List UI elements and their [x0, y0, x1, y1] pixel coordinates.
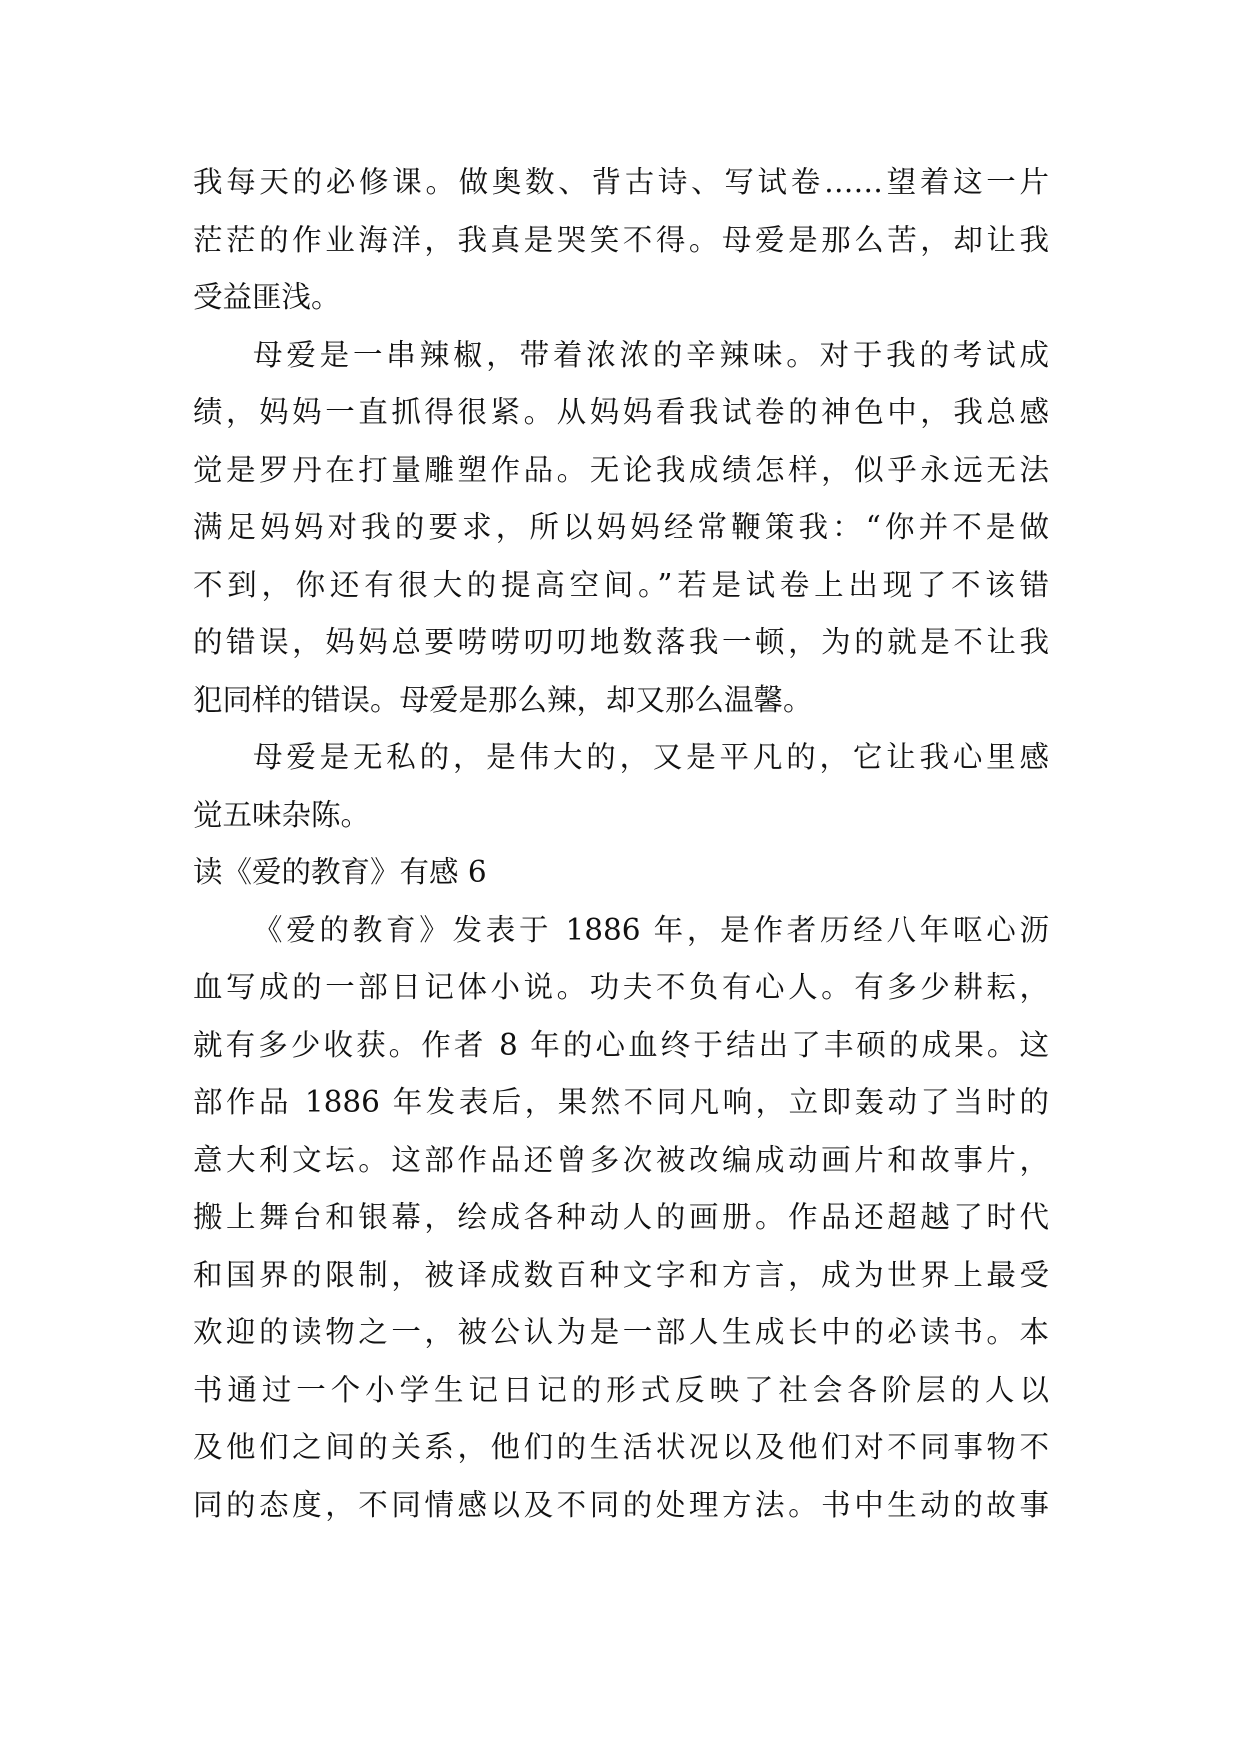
text-line: 的错误，妈妈总要唠唠叨叨地数落我一顿，为的就是不让我 [193, 625, 1049, 659]
text-line: 受益匪浅。 [193, 280, 341, 314]
section-heading: 读《爱的教育》有感 6 [193, 855, 487, 889]
text-line: 及他们之间的关系，他们的生活状况以及他们对不同事物不 [193, 1430, 1049, 1464]
text-line: 搬上舞台和银幕，绘成各种动人的画册。作品还超越了时代 [193, 1200, 1049, 1234]
paragraph-first-line: 《爱的教育》发表于 1886 年，是作者历经八年呕心沥 [253, 912, 1049, 947]
paragraph-first-line: 母爱是一串辣椒，带着浓浓的辛辣味。对于我的考试成 [253, 337, 1049, 372]
text-line: 就有多少收获。作者 8 年的心血终于结出了丰硕的成果。这 [193, 1027, 1049, 1062]
text-line: 犯同样的错误。母爱是那么辣，却又那么温馨。 [193, 682, 813, 717]
text-line: 血写成的一部日记体小说。功夫不负有心人。有多少耕耘， [193, 970, 1049, 1004]
text-line: 觉五味杂陈。 [193, 797, 371, 832]
paragraph-first-line: 母爱是无私的，是伟大的，又是平凡的，它让我心里感 [253, 740, 1049, 774]
text-line: 同的态度，不同情感以及不同的处理方法。书中生动的故事 [193, 1487, 1049, 1522]
text-line: 茫茫的作业海洋，我真是哭笑不得。母爱是那么苦，却让我 [193, 222, 1049, 257]
document-body [193, 154, 1049, 1534]
text-line: 和国界的限制，被译成数百种文字和方言，成为世界上最受 [193, 1257, 1049, 1292]
text-line: 不到，你还有很大的提高空间。”若是试卷上出现了不该错 [193, 567, 1049, 602]
text-line: 绩，妈妈一直抓得很紧。从妈妈看我试卷的神色中，我总感 [193, 395, 1049, 429]
text-line: 欢迎的读物之一，被公认为是一部人生成长中的必读书。本 [193, 1315, 1049, 1349]
text-line: 意大利文坛。这部作品还曾多次被改编成动画片和故事片， [193, 1142, 1049, 1177]
text-line: 部作品 1886 年发表后，果然不同凡响，立即轰动了当时的 [193, 1085, 1049, 1119]
text-line: 觉是罗丹在打量雕塑作品。无论我成绩怎样，似乎永远无法 [193, 452, 1049, 487]
text-line: 满足妈妈对我的要求，所以妈妈经常鞭策我：“你并不是做 [193, 510, 1049, 544]
text-line: 我每天的必修课。做奥数、背古诗、写试卷……望着这一片 [193, 165, 1049, 199]
text-line: 书通过一个小学生记日记的形式反映了社会各阶层的人以 [193, 1372, 1049, 1407]
